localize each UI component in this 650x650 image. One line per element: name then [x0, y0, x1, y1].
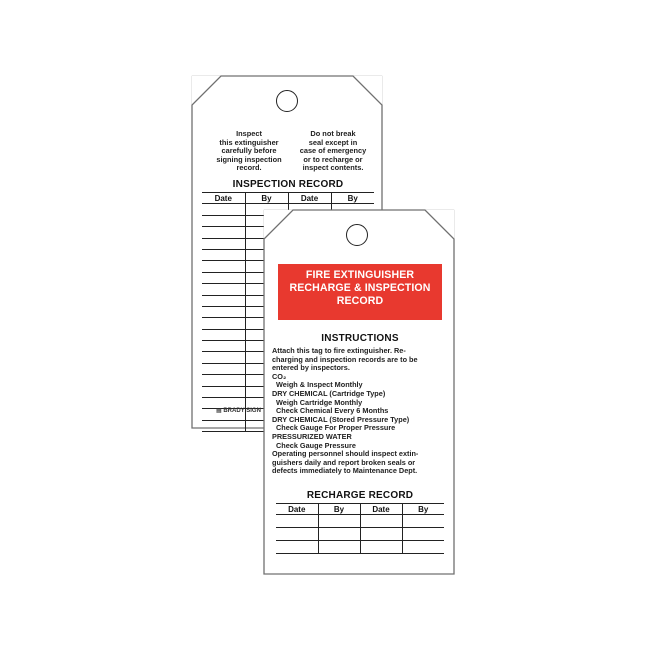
brand-mark: ▦ BRADY SIGN	[216, 408, 261, 414]
column-header: By	[331, 193, 374, 204]
column-header: Date	[288, 504, 306, 514]
column-header: By	[245, 193, 288, 204]
column-header: By	[318, 504, 360, 515]
recharge-record-title: RECHARGE RECORD	[306, 490, 414, 501]
banner-line: RECHARGE & INSPECTION	[289, 282, 431, 294]
banner-line: RECORD	[336, 295, 384, 307]
column-header: Date	[288, 193, 331, 204]
column-header: Date	[360, 504, 402, 515]
instructions-body: Attach this tag to fire extinguisher. Re- charging and inspection records are to be entered by inspectors. CO₂ Weigh & Inspect Monthly DRY CHEMICAL (Cartridge Type) Weigh Cartridge Monthly Check Chemical Every 6 Months DRY CHEMICAL (Stored Pressure Type) Check Gauge For Proper Pressure PRESSURIZED WATER Check Gauge Pressure Operating personnel should inspect extin- guishers daily and report broken seals or defects immediately to Maintenance Dept.	[272, 346, 419, 476]
hanging-hole	[276, 90, 298, 112]
inspect-note: Inspect this extinguisher carefully before signing inspection record.	[216, 129, 282, 173]
brand-logo-icon: ▦	[216, 408, 224, 414]
column-header: Date	[214, 193, 232, 203]
banner-line: FIRE EXTINGUISHER	[305, 269, 415, 281]
inspection-record-title: INSPECTION RECORD	[232, 179, 344, 190]
recharge-record-grid	[276, 503, 444, 554]
seal-note: Do not break seal except in case of emergency or to recharge or inspect contents.	[299, 129, 367, 173]
instructions-title: INSTRUCTIONS	[321, 333, 399, 344]
column-header: By	[402, 504, 444, 515]
title-banner	[278, 264, 442, 320]
hanging-hole	[346, 224, 368, 246]
recharge-inspection-tag	[264, 210, 454, 574]
